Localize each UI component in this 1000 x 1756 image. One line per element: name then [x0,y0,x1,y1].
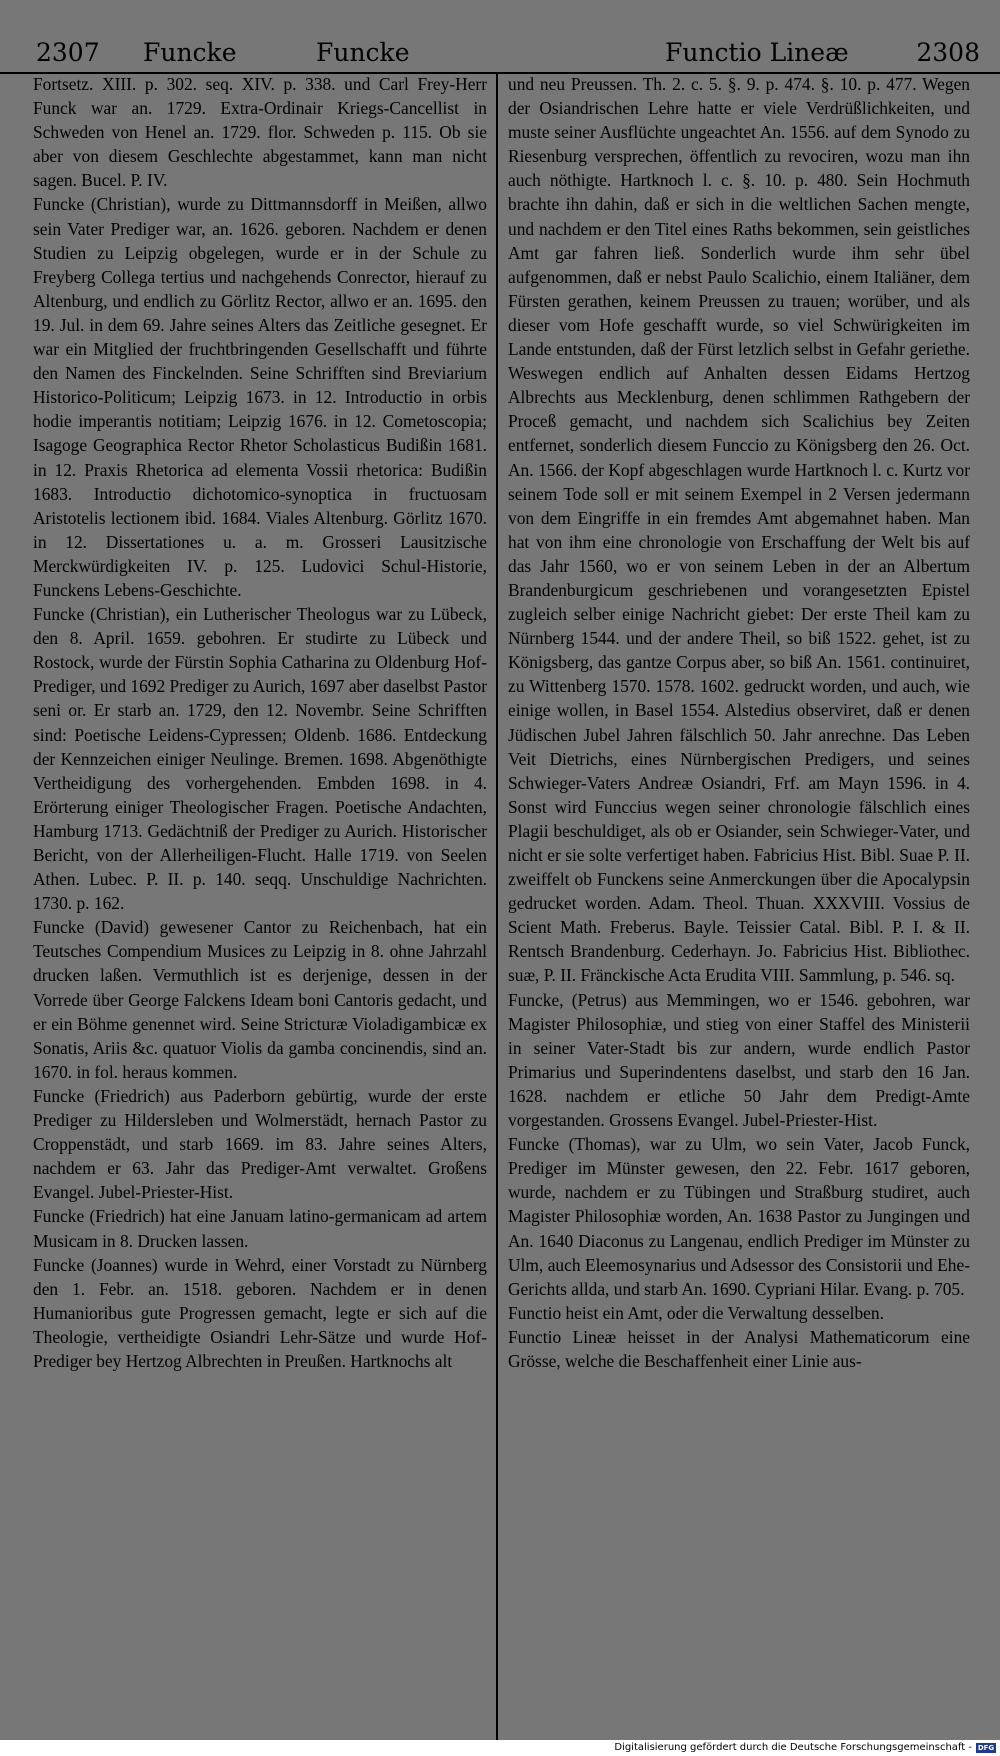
entry-paragraph: Fortsetz. XIII. p. 302. seq. XIV. p. 338. und Carl Frey-Herr Funck war an. 1729. Extra-Ordinair Kriegs-Cancellist in Schweden von Henel an. 1729. flor. Schweden p. 115. Ob sie aber von diesem Geschlechte abgestammet, kann man nicht sagen. Bucel. P. IV. [33,74,487,191]
entry-paragraph: Funcke (Christian), wurde zu Dittmannsdorff in Meißen, allwo sein Vater Prediger war, an. 1626. geboren. Nachdem er denen Studien zu Leipzig obgelegen, wurde er in der Schule zu Freyberg Collega tertius und nachgehends Conrector, hierauf zu Altenburg, und endlich zu Görlitz Rector, allwo er an. 1695. den 19. Jul. in dem 69. Jahre seines Alters das Zeitliche gesegnet. Er war ein Mitglied der fruchtbringenden Gesellschafft und führte den Namen des Finckelnden. Seine Schrifften sind Breviarium Historico-Politicum; Leipzig 1673. in 12. Introductio in orbis hodie imperantis notitiam; Leipzig 1676. in 12. Cometoscopia; Isagoge Geographica Rector Rhetor Scholasticus Budißin 1681. in 12. Praxis Rhetorica ad elementa Vossii rhetorica: Budißin 1683. Introductio dichotomico-synoptica in fructuosam Aristotelis lectionem ibid. 1684. Viales Altenburg. Görlitz 1670. in 12. Dissertationes u. a. m. Grosseri Lausitzische Merckwürdigkeiten IV. p. 125. Ludovici Schul-Historie, Funckens Lebens-Geschichte. [33,194,487,600]
page-number-right: 2308 [916,38,980,67]
entry-paragraph: Funcke, (Petrus) aus Memmingen, wo er 1546. gebohren, war Magister Philosophiæ, und stieg von einer Staffel des Ministerii in seiner Vater-Stadt bis zur andern, wurde endlich Pastor Primarius und Superindentens daselbst, und starb den 16 Jan. 1628. nachdem er etliche 50 Jahr dem Predigt-Amte vorgestanden. Grossens Evangel. Jubel-Priester-Hist. [508,989,970,1131]
running-head-word-2: Funcke [316,38,410,67]
page-number-left: 2307 [36,38,100,67]
right-column [508,72,970,1740]
entry-paragraph: Funcke (David) gewesener Cantor zu Reichenbach, hat ein Teutsches Compendium Musices zu Leipzig in 8. ohne Jahrzahl drucken laßen. Vermuthlich ist es derjenige, dessen in der Vorrede über George Falckens Ideam boni Cantoris gedacht, und er ein Böhme genennet wird. Seine Stricturæ Violadigambicæ ex Sonatis, Ariis &c. quatuor Violis da gamba concinendis, sind an. 1670. in fol. heraus kommen. [33,917,487,1082]
column-divider [496,72,498,1740]
entry-paragraph: Funcke (Joannes) wurde in Wehrd, einer Vorstadt zu Nürnberg den 1. Febr. an. 1518. geboren. Nachdem er in denen Humanioribus gute Progressen gemacht, legte er sich auf die Theologie, vertheidigte Osiandri Lehr-Sätze und wurde Hof-Prediger bey Hertzog Albrechten in Preußen. Hartknochs alt [33,1254,487,1371]
left-column [33,72,487,1740]
digitization-footer [0,1740,1000,1756]
running-head-right: Functio Lineæ [665,38,849,67]
funding-note: Digitalisierung gefördert durch die Deutsche Forschungsgemeinschaft - [614,1742,972,1753]
dfg-logo-icon: DFG [977,1744,995,1752]
entry-paragraph: Funcke (Thomas), war zu Ulm, wo sein Vater, Jacob Funck, Prediger im Münster gewesen, den 22. Febr. 1617 geboren, wurde, nachdem er zu Tübingen und Straßburg studiret, auch Magister Philosophiæ worden, An. 1638 Pastor zu Jungingen und An. 1640 Diaconus zu Langenau, endlich Prediger im Münster zu Ulm, auch Eleemosynarius und Adsessor des Consistorii und Ehe-Gerichts allda, und starb An. 1690. Cypriani Hilar. Evang. p. 705. [508,1134,970,1299]
entry-paragraph: Funcke (Friedrich) hat eine Januam latino-germanicam ad artem Musicam in 8. Drucken lassen. [33,1206,487,1251]
page-header [0,0,1000,74]
entry-paragraph: Funcke (Christian), ein Lutherischer Theologus war zu Lübeck, den 8. April. 1659. gebohren. Er studirte zu Lübeck und Rostock, wurde der Fürstin Sophia Catharina zu Oldenburg Hof-Prediger, und 1692 Prediger zu Aurich, 1697 aber daselbst Pastor seni or. Er starb an. 1729, den 12. Novembr. Seine Schrifften sind: Poetische Leidens-Cypressen; Oldenb. 1686. Entdeckung der Kennzeichen einiger Neulinge. Bremen. 1698. Abgenöthigte Vertheidigung des vorhergehenden. Embden 1698. in 4. Erörterung einiger Theologischer Fragen. Poetische Andachten, Hamburg 1713. Gedächtniß der Prediger zu Aurich. Historischer Bericht, von der Allerheiligen-Flucht. Halle 1719. von Seelen Athen. Lubec. P. II. p. 140. seqq. Unschuldige Nachrichten. 1730. p. 162. [33,604,487,914]
entry-paragraph: Functio heist ein Amt, oder die Verwaltung desselben. [508,1302,884,1323]
running-head-word-1: Funcke [143,38,237,67]
entry-paragraph: Functio Lineæ heisset in der Analysi Mathematicorum eine Grösse, welche die Beschaffenheit einer Linie aus- [508,1326,970,1371]
entry-paragraph: und neu Preussen. Th. 2. c. 5. §. 9. p. 474. §. 10. p. 477. Wegen der Osiandrischen Lehre hatte er viele Verdrüßlichkeiten, und muste seiner Ausflüchte ungeachtet An. 1556. auf dem Synodo zu Riesenburg versprechen, öffentlich zu revociren, wozu man ihn auch nöthigte. Hartknoch l. c. §. 10. p. 480. Sein Hochmuth brachte ihn dahin, daß er sich in die weltlichen Sachen mengte, und nachdem er den Titel eines Raths bekommen, sein geistliches Amt gar fahren ließ. Sonderlich wurde ihm sehr übel aufgenommen, daß er nebst Paulo Scalichio, einem Italiäner, dem Fürsten gerathen, keinem Preussen zu trauen; worüber, und als dieser vom Hofe geschafft wurde, so viel Schwürigkeiten im Lande entstunden, daß der Fürst letzlich selbst in Gefahr geriethe. Weswegen endlich auf Anhalten dessen Eidams Hertzog Albrechts aus Mecklenburg, denen schlimmen Rathgebern der Proceß gemacht, und nachdem sich Scalichius bey Zeiten entfernet, sonderlich diesem Funccio zu Königsberg den 26. Oct. An. 1566. der Kopf abgeschlagen wurde Hartknoch l. c. Kurtz vor seinem Tode soll er mit seinem Exempel in 2 Versen jedermann von dem Eingriffe in ein fremdes Amt abgemahnet haben. Man hat von ihm eine chronologie von Erschaffung der Welt bis auf das Jahr 1560, wo er von seinem Leben in der an Albertum Brandenburgicum geschriebenen und vorangesetzten Epistel zugleich selber einige Nachricht giebet: Der erste Theil kam zu Nürnberg 1544. und der andere Theil, so biß 1522. gehet, ist zu Königsberg, das gantze Corpus aber, so biß An. 1561. continuiret, zu Wittenberg 1570. 1578. 1602. gedruckt worden, und auch, wie einige wollen, in Basel 1554. Alstedius observiret, daß er denen Jüdischen Jubel Jahren fälschlich 50. Jahr anrechne. Das Leben Veit Dietrichs, eines Nürnbergischen Predigers, und seines Schwieger-Vaters Andreæ Osiandri, Frf. am Mayn 1596. in 4. Sonst wird Funccius wegen seiner chronologie fälschlich eines Plagii beschuldiget, als ob er Osiander, sein Schwieger-Vater, und nicht er sie solte verfertiget haben. Fabricius Hist. Bibl. Suae P. II. zweiffelt ob Funckens seine Anmerckungen über die Apocalypsin gedrucket worden. Adam. Theol. Thuan. XXXVIII. Vossius de Scient Math. Freberus. Bayle. Teissier Catal. Bibl. P. I. & II. Rentsch Brandenburg. Cederhayn. Jo. Fabricius Hist. Bibliothec. suæ, P. II. Fränckische Acta Erudita VIII. Sammlung, p. 546. sq. [508,74,970,986]
entry-paragraph: Funcke (Friedrich) aus Paderborn gebürtig, wurde der erste Prediger zu Hildersleben und Wolmerstädt, hernach Pastor zu Croppenstädt, und starb 1669. im 83. Jahre seines Alters, nachdem er 63. Jahr das Prediger-Amt verwaltet. Großens Evangel. Jubel-Priester-Hist. [33,1085,487,1203]
